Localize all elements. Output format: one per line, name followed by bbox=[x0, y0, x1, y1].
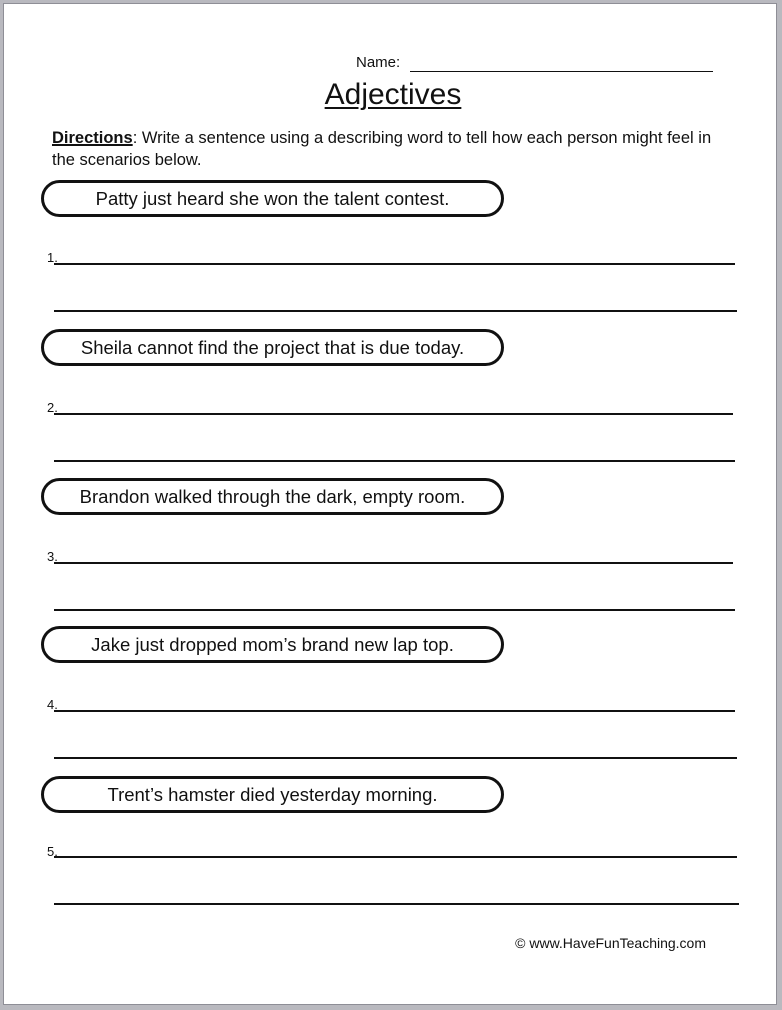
worksheet-page bbox=[3, 3, 777, 1005]
answer-line-5b[interactable] bbox=[54, 903, 739, 905]
answer-number-5: 5. bbox=[47, 844, 58, 859]
directions-label: Directions bbox=[52, 129, 133, 147]
name-write-line[interactable] bbox=[410, 71, 713, 72]
answer-line-3a[interactable] bbox=[54, 562, 733, 564]
directions-text: : Write a sentence using a describing word to tell how each person might feel in the scenarios below. bbox=[52, 129, 712, 169]
answer-line-4b[interactable] bbox=[54, 757, 737, 759]
name-label: Name: bbox=[356, 54, 401, 71]
answer-number-1: 1. bbox=[47, 250, 58, 265]
answer-line-1b[interactable] bbox=[54, 310, 737, 312]
page-title: Adjectives bbox=[324, 78, 462, 111]
copyright-footer: © www.HaveFunTeaching.com bbox=[515, 935, 706, 951]
scenario-prompt-1 bbox=[41, 180, 504, 217]
answer-line-3b[interactable] bbox=[54, 609, 735, 611]
scenario-prompt-4 bbox=[41, 626, 504, 663]
scenario-prompt-3 bbox=[41, 478, 504, 515]
directions bbox=[52, 127, 732, 171]
scenario-prompt-5 bbox=[41, 776, 504, 813]
answer-line-1a[interactable] bbox=[54, 263, 735, 265]
scenario-prompt-2 bbox=[41, 329, 504, 366]
scenario-prompt-text: Sheila cannot find the project that is due today. bbox=[80, 336, 465, 358]
answer-number-3: 3. bbox=[47, 549, 58, 564]
scenario-prompt-text: Brandon walked through the dark, empty room. bbox=[79, 485, 466, 507]
answer-number-2: 2. bbox=[47, 400, 58, 415]
scenario-prompt-text: Trent’s hamster died yesterday morning. bbox=[107, 783, 438, 805]
answer-line-4a[interactable] bbox=[54, 710, 735, 712]
scenario-prompt-text: Patty just heard she won the talent contest. bbox=[95, 187, 450, 209]
answer-line-2b[interactable] bbox=[54, 460, 735, 462]
scenario-prompt-text: Jake just dropped mom’s brand new lap top. bbox=[91, 633, 454, 655]
answer-number-4: 4. bbox=[47, 697, 58, 712]
answer-line-2a[interactable] bbox=[54, 413, 733, 415]
answer-line-5a[interactable] bbox=[54, 856, 737, 858]
